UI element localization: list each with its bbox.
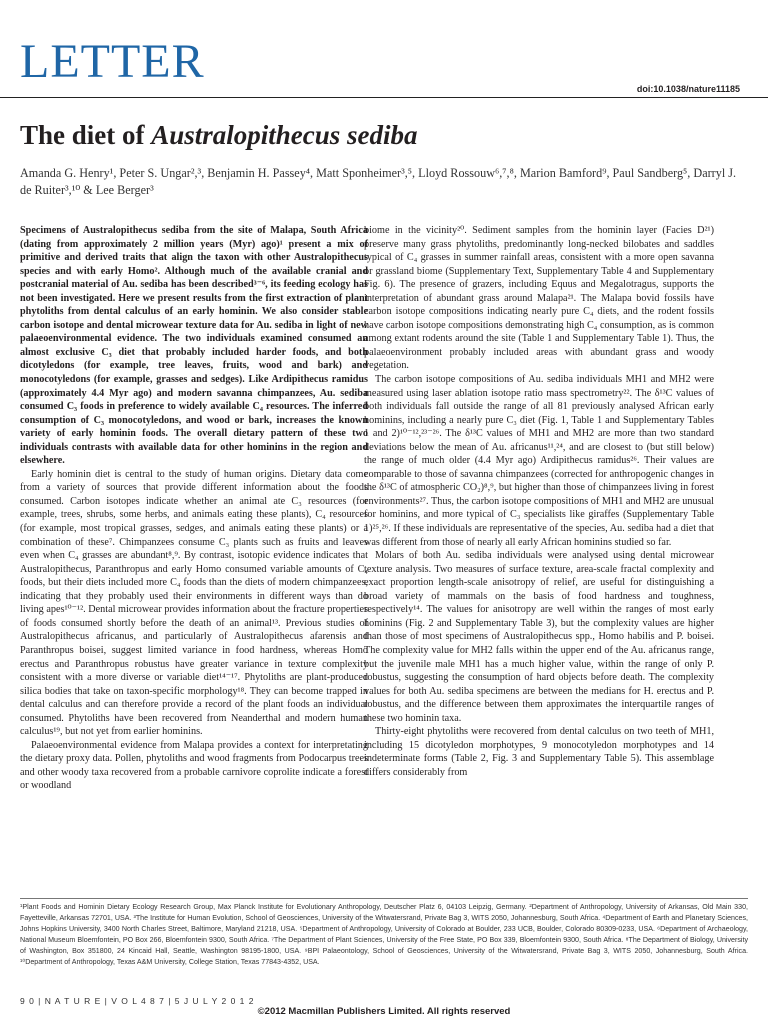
body-column-left bbox=[20, 224, 368, 793]
footnote-rule bbox=[20, 898, 748, 899]
copyright-notice bbox=[0, 1006, 768, 1017]
body-paragraph: Molars of both Au. sediba individuals were analysed using dental microwear texture analysis. Two measures of surface texture, area-scale fractal complexity and exact proportion length-scale anisotropy of relief, are useful for distinguishing a broad variety of mammals on the basis of food hardness and toughness, respectively¹⁴. The values for anisotropy are well within the ranges of most early hominins (Fig. 2 and Supplementary Table 3), but the complexity values are higher than those of most specimens of Australopithecus spp., Homo habilis and P. boisei. The complexity value for MH2 falls within the upper end of the Au. africanus range, but the juvenile male MH1 has a much higher value, within the range of only P. robustus, suggesting the consumption of hard objects before death. The complexity values for both Au. sediba specimens are between the medians for H. erectus and P. robustus, and the difference between them approximates the interquartile ranges of these two hominin taxa. bbox=[364, 550, 714, 724]
doi-link[interactable]: doi:10.1038/nature11185 bbox=[636, 84, 740, 94]
body-paragraph: biome in the vicinity²⁰. Sediment samples from the hominin layer (Facies D²¹) preserve many grass phytoliths, predominantly long-necked bilobates and saddles typical of C₄ grasses in summer rainfall areas, consistent with a more open savanna or grassland biome (Supplementary Text, Supplementary Table 4 and Supplementary Fig. 6). The presence of grazers, including Equus and Megalotragus, supports the interpretation of abundant grass around Malapa²¹. The Malapa bovid fossils have carbon isotope compositions indicating nearly pure C₄ diets, and the rodent fossils have carbon isotope compositions demonstrating high C₄ consumption, as is common among extant rodents around the site (Table 1 and Supplementary Table 1). Thus, the palaeoenvironment probably included areas with abundant grass and woody vegetation. bbox=[364, 225, 714, 372]
copyright-text: ©2012 Macmillan Publishers Limited. All rights reserved bbox=[257, 1006, 511, 1017]
section-label: LETTER bbox=[20, 35, 205, 88]
body-paragraph: Thirty-eight phytoliths were recovered from dental calculus on two teeth of MH1, including 15 dicotyledon morphotypes, 9 monocotyledon morphotypes and 14 indeterminate forms (Table 2, Fig. 3 and Supplementary Table 5). This assemblage differs considerably from bbox=[364, 726, 714, 778]
body-paragraph: The carbon isotope compositions of Au. sediba individuals MH1 and MH2 were measured using laser ablation isotope ratio mass spectrometry²². The δ¹³C values of both individuals fall outside the range of all 81 previously analysed African early hominins, including a nearly pure C₃ diet (Fig. 1, Table 1 and Supplementary Tables 1 and 2)¹⁰⁻¹²,²³⁻²⁶. The δ¹³C values of MH1 and MH2 are more than two standard deviations below the mean of Au. africanus¹¹,²⁴, and are closest to (but still below) the range of much older (4.4 Myr ago) Ardipithecus ramidus²⁶. Their values are comparable to those of savanna chimpanzees (corrected for anthropogenic changes in the δ¹³C of atmospheric CO₂)⁸,⁹, but higher than those of chimpanzees living in forest environments²⁷. Thus, the carbon isotope compositions of MH1 and MH2 are unusual for hominins, and more typical of C₃ specialists like giraffes (Supplementary Table 1)²⁵,²⁶. If these individuals are representative of the species, Au. sediba had a diet that was different from those of nearly all early African hominins studied so far. bbox=[364, 374, 714, 548]
title-taxon: Australopithecus sediba bbox=[151, 120, 418, 150]
body-column-right bbox=[364, 224, 714, 779]
page-folio: 9 0 | N A T U R E | V O L 4 8 7 | 5 J U L Y 2 0 1 2 bbox=[20, 996, 255, 1006]
article-title: The diet of Australopithecus sediba bbox=[20, 120, 418, 150]
body-paragraph: Palaeoenvironmental evidence from Malapa provides a context for interpretating the dietary proxy data. Pollen, phytoliths and wood fragments from Podocarpus trees and other woody taxa recovered from a probable carnivore coprolite indicate a forest or woodland bbox=[20, 739, 368, 792]
abstract-paragraph: Specimens of Australopithecus sediba from the site of Malapa, South Africa (dating from approximately 2 million years (Myr) ago)¹ present a mix of primitive and derived traits that align the taxon with other Australopithecus species and with early Homo². Although much of the available cranial and postcranial material of Au. sediba has been described³⁻⁶, its feeding ecology has not been investigated. Here we present results from the first extraction of plant phytoliths from dental calculus of an early hominin. We also consider stable carbon isotope and dental microwear texture data for Au. sediba in light of new palaeoenvironmental evidence. The two individuals examined consumed an almost exclusive C₃ diet that probably included harder foods, and both dicotyledons (for example, tree leaves, fruits, wood and bark) and monocotyledons (for example, grasses and sedges). Like Ardipithecus ramidus (approximately 4.4 Myr ago) and modern savanna chimpanzees, Au. sediba consumed C₃ foods in preference to widely available C₄ resources. The inferred consumption of C₃ monocotyledons, and wood or bark, increases the known variety of early hominin foods. The overall dietary pattern of these two individuals contrasts with available data for other hominins in the region and elsewhere. bbox=[20, 225, 368, 467]
body-paragraph: Early hominin diet is central to the study of human origins. Dietary data come from a variety of sources that provide different information about the foods consumed. Carbon isotopes indicate whether an animal ate C₃ resources (for example, trees, shrubs, some herbs, and animals eating these plants), C₄ resources (for example, most tropical grasses, sedges, and animals eating these plants) or a combination of these⁷. Chimpanzees consume C₃ plants such as fruits and leaves even when C₄ grasses are abundant⁸,⁹. By contrast, isotopic evidence indicates that Australopithecus, Paranthropus and early Homo consumed variable amounts of C₄ foods, but their diets included more C₄ foods than the diets of modern chimpanzees, indicating that they probably used their environments in different ways than do living apes¹⁰⁻¹². Dental microwear provides information about the fracture properties of foods consumed shortly before the death of an animal¹³. Previous studies of Australopithecus africanus, and particularly of Australopithecus afarensis and Paranthropus boisei, suggest limited variance in food hardness, whereas Homo erectus and Paranthropus robustus have greater variance in texture complexity consistent with a more diverse or variable diet¹⁴⁻¹⁷. Phytoliths are plant-produced silica bodies that take on taxon-specific morphology¹⁸. They can become trapped in dental calculus and can therefore provide a record of the plant foods an individual consumed. Phytoliths have been recovered from Neanderthal and modern human calculus¹⁹, but not yet from earlier hominins. bbox=[20, 468, 368, 738]
author-list: Amanda G. Henry¹, Peter S. Ungar²,³, Benjamin H. Passey⁴, Matt Sponheimer³,⁵, Lloyd Rossouw⁶,⁷,⁸, Marion Bamford⁹, Paul Sandberg⁵, Darryl J. de Ruiter³,¹⁰ & Lee Berger³ bbox=[20, 166, 737, 197]
affiliations-footnote: ¹Plant Foods and Hominin Dietary Ecology Research Group, Max Planck Institute for Evolutionary Anthropology, Deutscher Platz 6, 04103 Leipzig, Germany. ²Department of Anthropology, University of Arkansas, Old Main 330, Fayetteville, Arkansas 72701, USA. ³The Institute for Human Evolution, School of Geosciences, University of the Witwatersrand, Private Bag 3, WITS 2050, Johannesburg, South Africa. ⁴Department of Earth and Planetary Sciences, Johns Hopkins University, 3400 North Charles Street, Baltimore, Maryland 21218, USA. ⁵Department of Anthropology, University of Colorado at Boulder, 233 UCB, Boulder, Colorado 80309-0233, USA. ⁶Department of Archaeology, National Museum Bloemfontein, PO Box 266, Bloemfontein 9300, South Africa. ⁷The Department of Plant Sciences, University of the Free State, PO Box 339, Bloemfontein 9300, South Africa. ⁸The Department of Biology, University of Washington, Box 351800, 24 Kincaid Hall, Seattle, Washington 98195-1800, USA. ⁹BPI Palaeontology, School of Geosciences, University of the Witwatersrand, Private Bag 3, WITS 2050, Johannesburg, South Africa. ¹⁰Department of Anthropology, Texas A&M University, College Station, Texas 77843-4352, USA. bbox=[20, 903, 748, 966]
header-rule bbox=[0, 97, 768, 98]
